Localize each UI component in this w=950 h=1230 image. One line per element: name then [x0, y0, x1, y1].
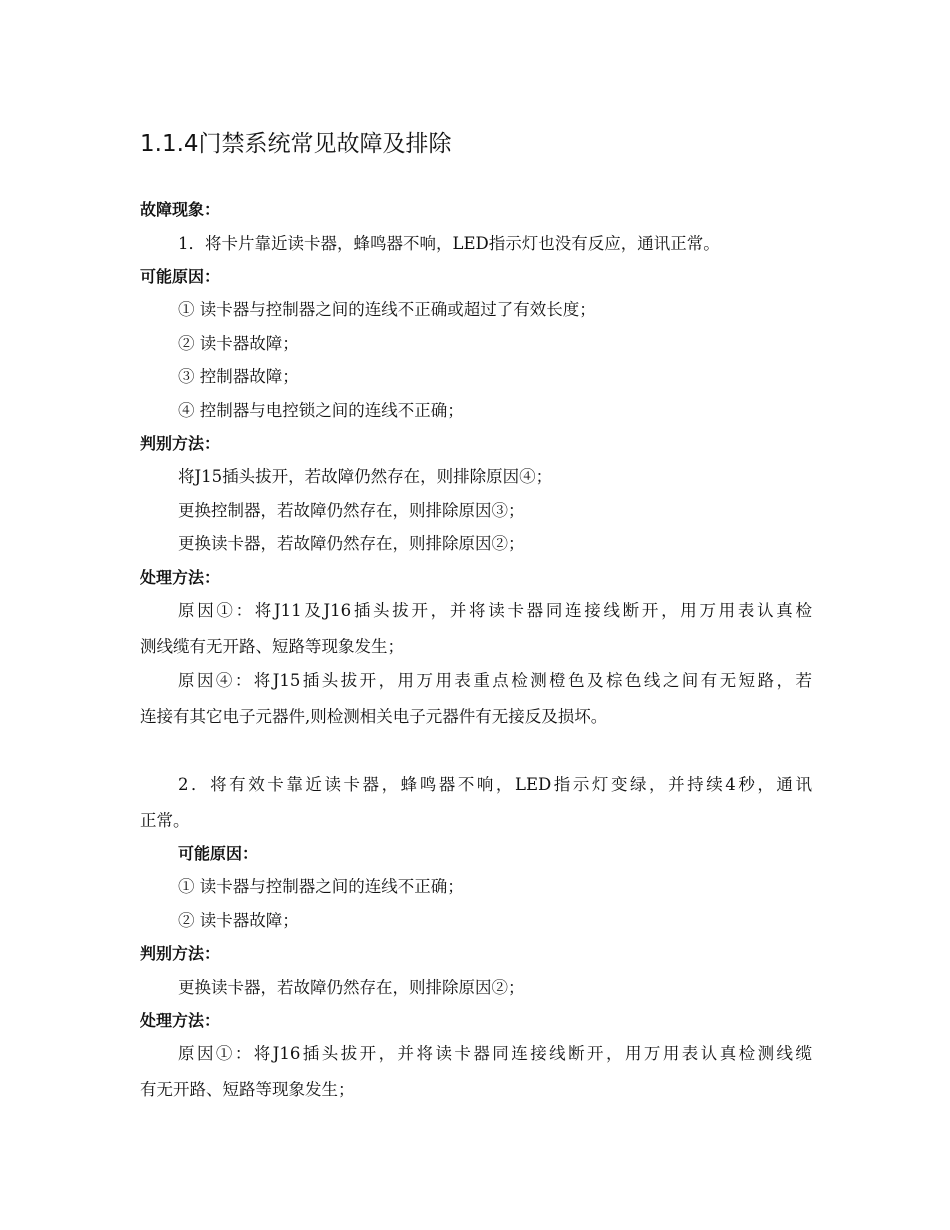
solution-label: 处理方法：	[140, 1011, 221, 1030]
symptom-text: 2．将有效卡靠近读卡器，蜂鸣器不响，LED指示灯变绿，并持续4秒，通讯	[178, 775, 812, 794]
cause-item: ② 读卡器故障；	[178, 911, 299, 930]
symptom-text: 1．将卡片靠近读卡器，蜂鸣器不响，LED指示灯也没有反应，通讯正常。	[178, 234, 720, 253]
diagnosis-item: 更换控制器，若故障仍然存在，则排除原因③；	[178, 501, 525, 520]
symptom-label: 故障现象：	[140, 200, 221, 219]
diagnosis-label: 判别方法：	[140, 434, 221, 453]
solution-text: 连接有其它电子元器件,则检测相关电子元器件有无接反及损坏。	[140, 707, 608, 726]
diagnosis-label: 判别方法：	[140, 944, 221, 963]
solution-text: 有无开路、短路等现象发生；	[140, 1080, 355, 1099]
solution-text: 原因④：将J15插头拔开，用万用表重点检测橙色及棕色线之间有无短路，若	[178, 671, 812, 690]
cause-item: ① 读卡器与控制器之间的连线不正确或超过了有效长度；	[178, 300, 596, 319]
diagnosis-item: 更换读卡器，若故障仍然存在，则排除原因②；	[178, 978, 525, 997]
causes-label: 可能原因：	[140, 267, 221, 286]
diagnosis-item: 更换读卡器，若故障仍然存在，则排除原因②；	[178, 534, 525, 553]
cause-item: ③ 控制器故障；	[178, 367, 299, 386]
solution-text: 原因①：将J11及J16插头拔开，并将读卡器同连接线断开，用万用表认真检	[178, 601, 812, 620]
solution-text: 原因①：将J16插头拔开，并将读卡器同连接线断开，用万用表认真检测线缆	[178, 1044, 812, 1063]
cause-item: ① 读卡器与控制器之间的连线不正确；	[178, 877, 464, 896]
solution-text: 测线缆有无开路、短路等现象发生；	[140, 637, 404, 656]
symptom-text: 正常。	[140, 811, 190, 830]
section-title: 1.1.4门禁系统常见故障及排除	[140, 131, 452, 157]
diagnosis-item: 将J15插头拔开，若故障仍然存在，则排除原因④；	[178, 467, 553, 486]
cause-item: ④ 控制器与电控锁之间的连线不正确；	[178, 401, 464, 420]
solution-label: 处理方法：	[140, 568, 221, 587]
cause-item: ② 读卡器故障；	[178, 334, 299, 353]
causes-label: 可能原因：	[178, 844, 259, 863]
